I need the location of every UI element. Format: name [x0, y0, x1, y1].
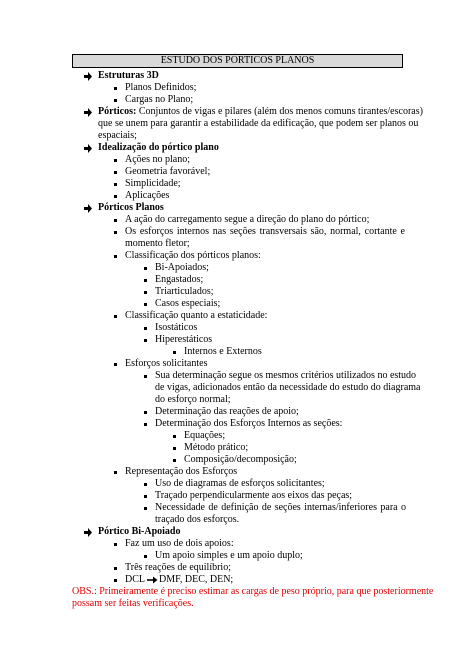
- page-title: ESTUDO DOS PÓRTICOS PLANOS: [72, 54, 403, 68]
- list-item: Determinação das reações de apoio;: [155, 406, 299, 417]
- porticos-definition-line2: que se unem para garantir a estabilidade da edificação, que podem ser planos ou: [98, 118, 419, 129]
- square-bullet-icon: [114, 99, 117, 102]
- list-item: Isostáticos: [155, 322, 198, 333]
- list-item-continuation: do esforço normal;: [155, 394, 231, 405]
- list-item: Casos especiais;: [155, 298, 221, 309]
- dcl-label: DCL: [125, 574, 145, 585]
- square-bullet-icon: [114, 195, 117, 198]
- square-bullet-icon: [144, 303, 147, 306]
- list-item: Triarticulados;: [155, 286, 214, 297]
- square-bullet-icon: [114, 183, 117, 186]
- list-item: Internos e Externos: [184, 346, 262, 357]
- square-bullet-icon: [173, 459, 176, 462]
- section-heading-idealizacao: Idealização do pórtico plano: [98, 142, 219, 153]
- list-item: Faz um uso de dois apoios:: [125, 538, 234, 549]
- square-bullet-icon: [114, 315, 117, 318]
- square-bullet-icon: [114, 363, 117, 366]
- list-item: Classificação dos pórticos planos:: [125, 250, 261, 261]
- square-bullet-icon: [173, 447, 176, 450]
- dcl-result: DMF, DEC, DEN;: [159, 574, 234, 585]
- list-item: Geometria favorável;: [125, 166, 211, 177]
- list-item: Planos Definidos;: [125, 82, 197, 93]
- square-bullet-icon: [114, 231, 117, 234]
- list-item-continuation: de vigas, adicionados então da necessidade do estudo do diagrama: [155, 382, 421, 393]
- arrow-bullet-icon: [83, 72, 92, 81]
- list-item: Três reações de equilíbrio;: [125, 562, 231, 573]
- square-bullet-icon: [114, 219, 117, 222]
- list-item: Cargas no Plano;: [125, 94, 194, 105]
- list-item: A ação do carregamento segue a direção do plano do pórtico;: [125, 214, 370, 225]
- section-heading-portico-bi-apoiado: Pórtico Bi-Apoiado: [98, 526, 181, 537]
- obs-note-line2: possam ser feitas verificações.: [72, 598, 194, 609]
- square-bullet-icon: [144, 279, 147, 282]
- list-item: Um apoio simples e um apoio duplo;: [155, 550, 303, 561]
- list-item-continuation: traçado dos esforços.: [155, 514, 240, 525]
- square-bullet-icon: [144, 327, 147, 330]
- square-bullet-icon: [144, 495, 147, 498]
- square-bullet-icon: [114, 579, 117, 582]
- square-bullet-icon: [144, 375, 147, 378]
- square-bullet-icon: [144, 507, 147, 510]
- square-bullet-icon: [114, 171, 117, 174]
- section-heading-estruturas: Estruturas 3D: [98, 70, 159, 81]
- porticos-definition-line3: espaciais;: [98, 130, 137, 141]
- list-item: Sua determinação segue os mesmos critérios utilizados no estudo: [155, 370, 417, 381]
- square-bullet-icon: [114, 471, 117, 474]
- arrow-bullet-icon: [83, 108, 92, 117]
- porticos-label: Pórticos:: [98, 106, 137, 117]
- square-bullet-icon: [114, 159, 117, 162]
- list-item: Hiperestáticos: [155, 334, 213, 345]
- list-item: Representação dos Esforços: [125, 466, 238, 477]
- list-item: Classificação quanto a estaticidade:: [125, 310, 268, 321]
- square-bullet-icon: [144, 291, 147, 294]
- square-bullet-icon: [114, 567, 117, 570]
- square-bullet-icon: [144, 423, 147, 426]
- list-item: Método prático;: [184, 442, 249, 453]
- square-bullet-icon: [114, 543, 117, 546]
- square-bullet-icon: [173, 435, 176, 438]
- list-item: Equações;: [184, 430, 226, 441]
- list-item: Aplicações: [125, 190, 170, 201]
- square-bullet-icon: [173, 351, 176, 354]
- arrow-bullet-icon: [83, 204, 92, 213]
- list-item: Composição/decomposição;: [184, 454, 297, 465]
- list-item: Engastados;: [155, 274, 204, 285]
- list-item: Determinação dos Esforços Internos as seções:: [155, 418, 343, 429]
- square-bullet-icon: [144, 411, 147, 414]
- square-bullet-icon: [144, 267, 147, 270]
- list-item: Traçado perpendicularmente aos eixos das peças;: [155, 490, 353, 501]
- list-item: Uso de diagramas de esforços solicitantes;: [155, 478, 325, 489]
- square-bullet-icon: [114, 87, 117, 90]
- list-item: Ações no plano;: [125, 154, 190, 165]
- porticos-text: Conjuntos de vigas e pilares (além dos menos comuns tirantes/escoras): [138, 106, 423, 117]
- list-item-continuation: momento fletor;: [125, 238, 190, 249]
- arrow-bullet-icon: [83, 528, 92, 537]
- porticos-definition-line1: [98, 106, 423, 118]
- square-bullet-icon: [144, 339, 147, 342]
- list-item: Esforços solicitantes: [125, 358, 208, 369]
- section-heading-porticos-planos: Pórticos Planos: [98, 202, 164, 213]
- square-bullet-icon: [144, 483, 147, 486]
- list-item: Bi-Apoiados;: [155, 262, 209, 273]
- list-item: Os esforços internos nas seções transversais são, normal, cortante e: [125, 226, 405, 237]
- arrow-bullet-icon: [83, 144, 92, 153]
- obs-note-line1: OBS.: Primeiramente é preciso estimar as cargas de peso próprio, para que posteriormente: [72, 586, 434, 597]
- list-item-dcl: [125, 574, 233, 586]
- square-bullet-icon: [144, 555, 147, 558]
- list-item: Simplicidade;: [125, 178, 181, 189]
- square-bullet-icon: [114, 255, 117, 258]
- right-arrow-icon: [146, 576, 158, 584]
- list-item: Necessidade de definição de seções internas/inferiores para o: [155, 502, 406, 513]
